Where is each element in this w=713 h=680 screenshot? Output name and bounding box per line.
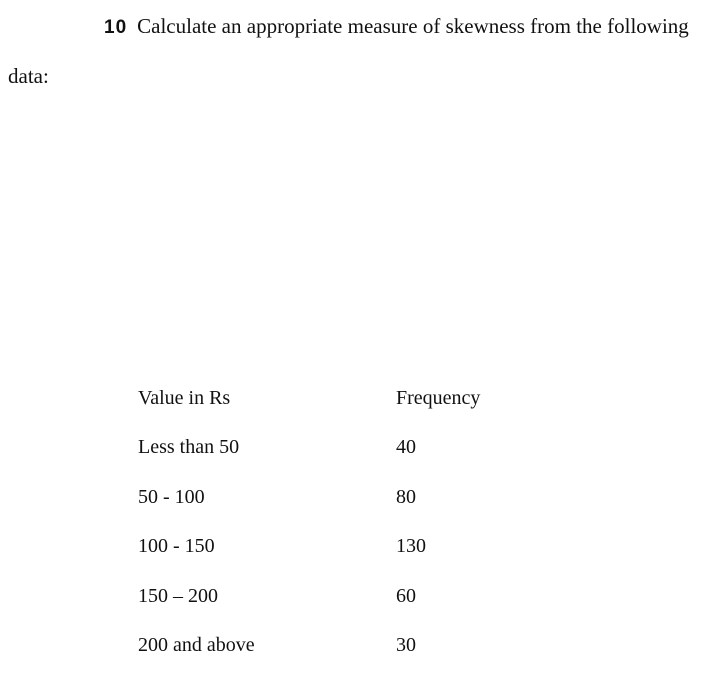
table-row-3-frequency: 130 — [396, 535, 426, 557]
header-value: Value in Rs — [138, 387, 231, 409]
table-row-2-value: 50 - 100 — [138, 486, 205, 508]
question-number: 10 — [104, 17, 128, 38]
table-row-4-frequency: 60 — [396, 585, 416, 607]
table-row-5-frequency: 30 — [396, 634, 416, 656]
table-row-3-value: 100 - 150 — [138, 535, 215, 557]
table-row-1-value: Less than 50 — [138, 436, 240, 458]
table-row-5-value: 200 and above — [138, 634, 255, 656]
table-row-2-frequency: 80 — [396, 486, 416, 508]
table-row-1-frequency: 40 — [396, 436, 416, 458]
question-text: Calculate an appropriate measure of skewness from the following — [137, 14, 689, 38]
table-row-4-value: 150 – 200 — [138, 585, 218, 607]
header-frequency: Frequency — [396, 387, 481, 409]
question-continuation: data: — [8, 64, 49, 88]
